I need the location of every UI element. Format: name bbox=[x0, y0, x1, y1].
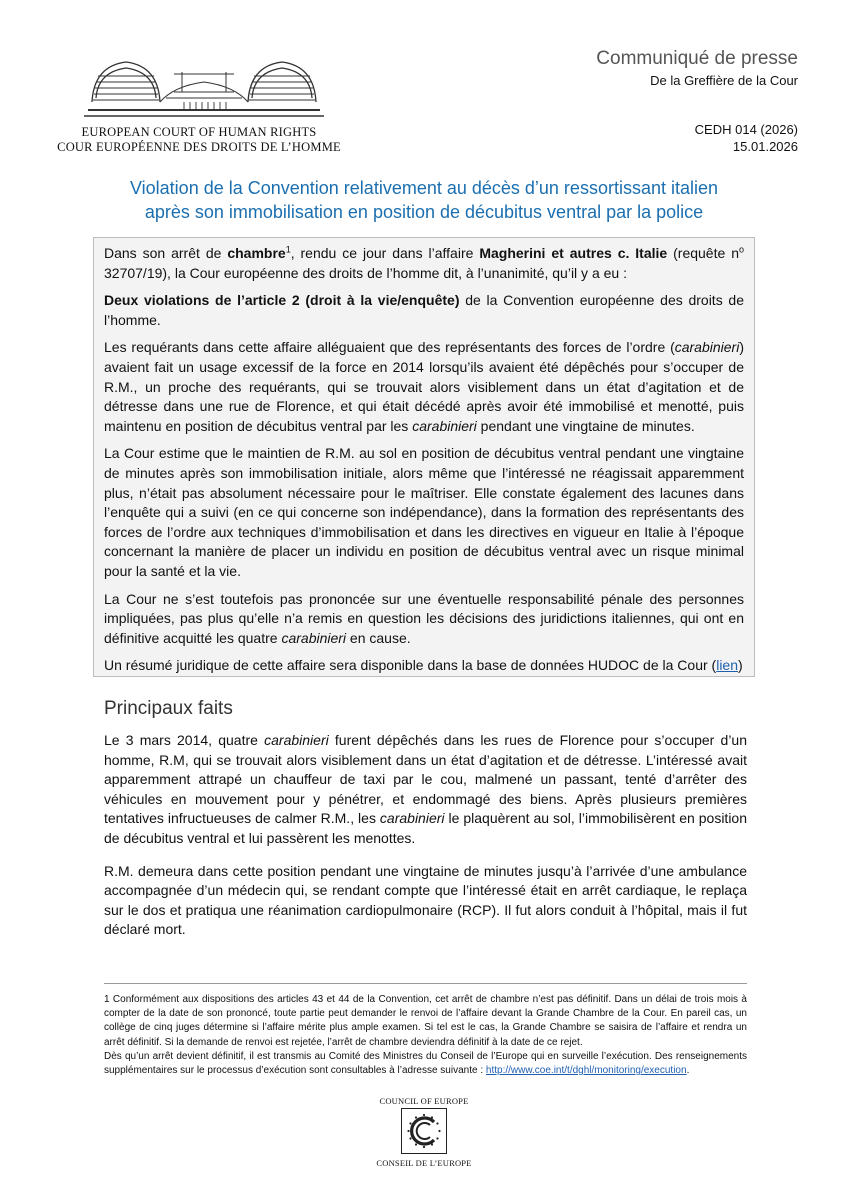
council-of-europe-label: COUNCIL OF EUROPE bbox=[379, 1096, 469, 1106]
court-building-logo bbox=[84, 52, 324, 122]
summary-paragraph-2: Deux violations de l’article 2 (droit à la vie/enquête) de la Convention européenne des droits de l’homme. bbox=[104, 292, 745, 328]
summary-paragraph-5: La Cour ne s’est toutefois pas prononcée sur une éventuelle responsabilité pénale des personnes impliquées, pas plus qu’elle n’a remis en question les décisions des juridictions italiennes, qui ont en définitive acquitté les quatre carabinieri en cause. bbox=[104, 590, 744, 646]
press-release-date: 15.01.2026 bbox=[732, 139, 798, 154]
facts-section bbox=[104, 731, 747, 948]
summary-paragraph-1: Dans son arrêt de chambre$^1$, rendu ce jour dans l’affaire Magherini et autres c. Italie (requête $n^o$ 32707/19), la Cour européenne des droits de l’homme dit, à l’unanimité, qu’il y a eu : bbox=[104, 244, 745, 281]
facts-paragraph-2: R.M. demeura dans cette position pendant une vingtaine de minutes jusqu’à l’arrivée d’une ambulance accompagnée d’un médecin qui, se rendant compte que l’intéressé était en arrêt cardiaque, le replaça sur le dos et pratiqua une réanimation cardiopulmonaire (RCP). Il fut alors conduit à l’hôpital, mais il fut déclaré mort. bbox=[104, 862, 747, 938]
summary-paragraph-6: Un résumé juridique de cette affaire sera disponible dans la base de données HUDOC de la Cour (lien) bbox=[104, 657, 743, 674]
footnote-divider bbox=[104, 983, 747, 984]
headline-line-2: après son immobilisation en position de décubitus ventral par la police bbox=[144, 202, 704, 222]
section-title-facts: Principaux faits bbox=[104, 698, 233, 719]
press-release-title: Communiqué de presse bbox=[596, 48, 798, 69]
hudoc-link[interactable]: lien bbox=[716, 657, 738, 674]
facts-paragraph-1: Le 3 mars 2014, quatre carabinieri furent dépêchés dans les rues de Florence pour s’occuper d’un homme, R.M, qui se trouvait alors visiblement dans un état d’agitation et de détresse. L’intéressé avait apparemment attrapé un chauffeur de taxi par le cou, malmené un passant, tenté d’arrêter des véhicules en mouvement pour y pénétrer, et endommagé des biens. Après plusieurs premières tentatives infructueuses de calmer R.M., les carabinieri le plaquèrent au sol, l’immobilisèrent en position de décubitus ventral et lui passèrent les menottes. bbox=[104, 732, 747, 846]
footnote bbox=[104, 993, 747, 1078]
footnote-ref[interactable]: 1 bbox=[285, 244, 291, 255]
headline-line-1: Violation de la Convention relativement au décès d’un ressortissant italien bbox=[129, 178, 718, 198]
council-of-europe-emblem-icon bbox=[401, 1108, 447, 1154]
court-name-english: EUROPEAN COURT OF HUMAN RIGHTS bbox=[81, 125, 317, 139]
headline bbox=[80, 176, 768, 224]
press-release-reference: CEDH 014 (2026) bbox=[694, 122, 798, 137]
press-release-subtitle: De la Greffière de la Cour bbox=[650, 73, 798, 88]
footnote-text-2: Dès qu’un arrêt devient définitif, il est transmis au Comité des Ministres du Conseil de l’Europe qui en surveille l’exécution. Des renseignements supplémentaires sur le processus d’exécution sont consultables à l’adresse suivante : http://www.coe.int/t/dghl/monitoring/execution. bbox=[104, 1050, 747, 1077]
summary-paragraph-3: Les requérants dans cette affaire alléguaient que des représentants des forces de l’ordre (carabinieri) avaient fait un usage excessif de la force en 2014 lorsqu’ils avaient été dépêchés pour s’occuper de R.M., un proche des requérants, qui se trouvait alors visiblement dans un état d’agitation et de détresse dans une rue de Florence, et qui était décédé après avoir été immobilisé et menotté, puis maintenu en position de décubitus ventral par les carabinieri pendant une vingtaine de minutes. bbox=[104, 339, 744, 434]
summary-paragraph-4: La Cour estime que le maintien de R.M. au sol en position de décubitus ventral pendant une vingtaine de minutes après son immobilisation initiale, alors même que l’intéressé ne réagissait apparemment plus, n’était pas absolument nécessaire pour le maîtriser. Elle constate également des lacunes dans l’enquête qui a suivi (en ce qui concerne son indépendance), dans la formation des représentants des forces de l’ordre aux techniques d’immobilisation et dans les directives en vigueur en Italie à l’époque concernant la manière de placer un individu en position de décubitus ventral avec un risque minimal pour la santé et la vie. bbox=[104, 445, 744, 579]
court-name-french: COUR EUROPÉENNE DES DROITS DE L’HOMME bbox=[57, 140, 341, 154]
conseil-de-europe-label: CONSEIL DE L’EUROPE bbox=[376, 1158, 472, 1168]
footnote-text-1: 1 Conformément aux dispositions des articles 43 et 44 de la Convention, cet arrêt de chambre n’est pas définitif. Dans un délai de trois mois à compter de la date de son prononcé, toute partie peut demander le renvoi de l’affaire devant la Grande Chambre de la Cour. En pareil cas, un collège de cinq juges détermine si l’affaire mérite plus ample examen. Si tel est le cas, la Grande Chambre se saisira de l’affaire et rendra un arrêt définitif. Si la demande de renvoi est rejetée, l’arrêt de chambre deviendra définitif à la date de ce rejet. bbox=[104, 994, 747, 1048]
summary-box bbox=[93, 237, 755, 677]
execution-link[interactable]: http://www.coe.int/t/dghl/monitoring/execution bbox=[485, 1065, 687, 1077]
